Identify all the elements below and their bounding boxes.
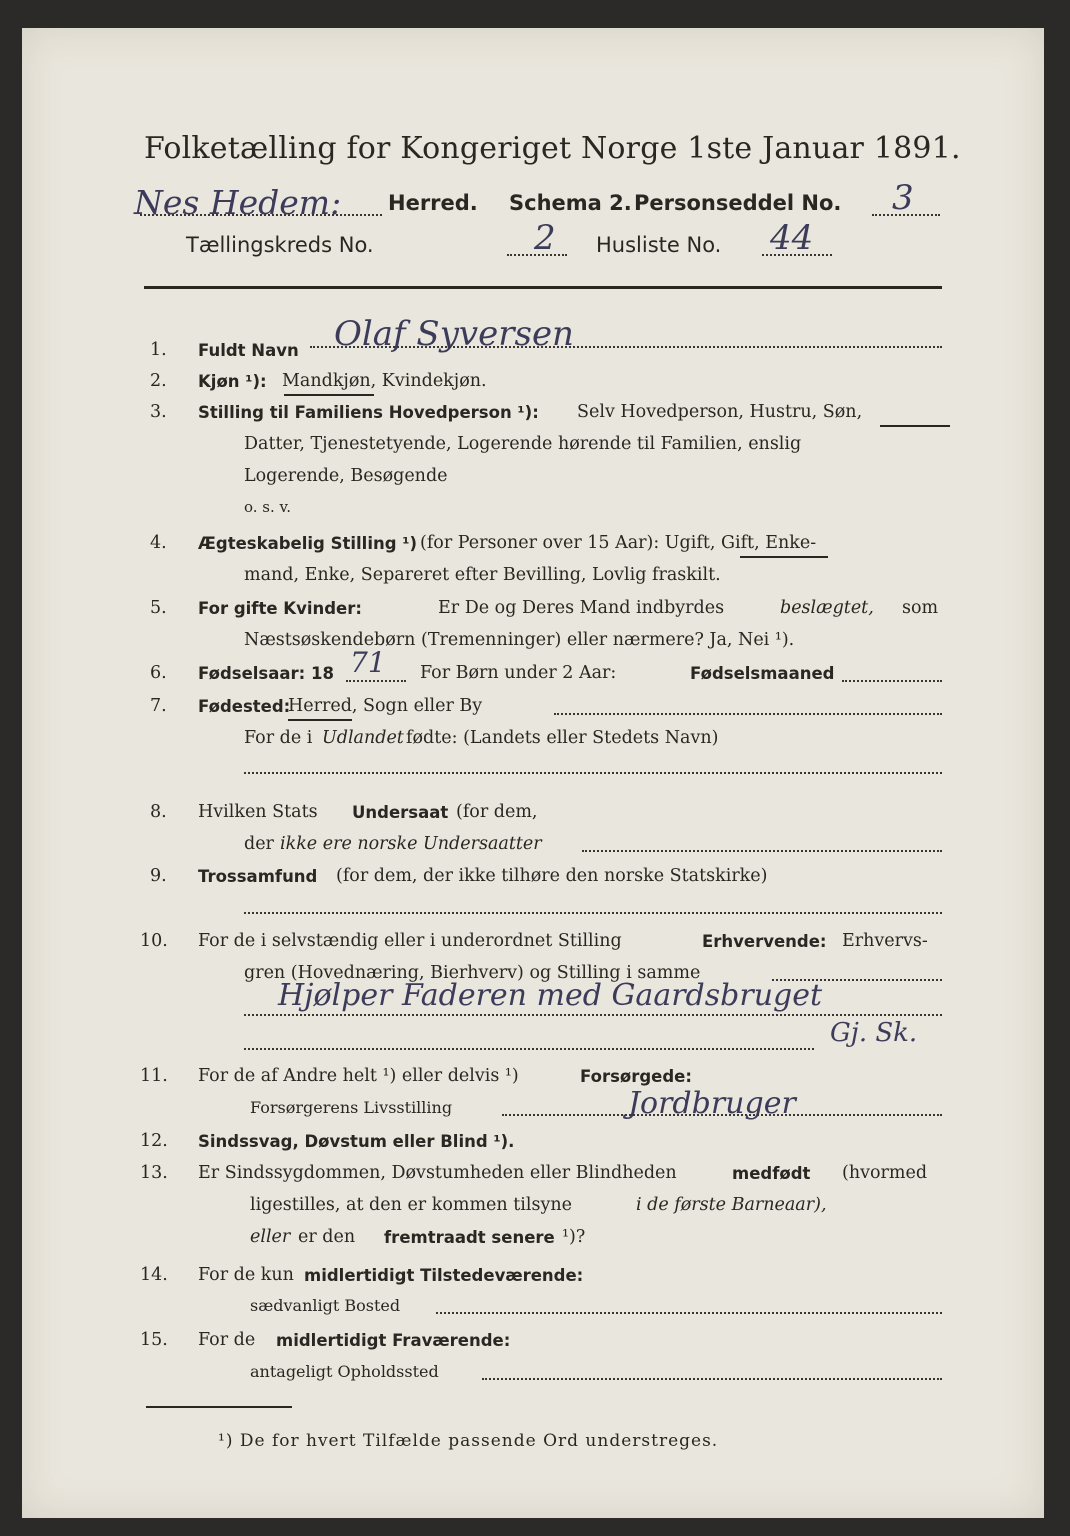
kreds-value: 2 (534, 218, 556, 258)
q9-number: 9. (150, 866, 167, 886)
q4-text-1: (for Personer over 15 Aar): Ugift, Gift, Enke- (420, 533, 817, 553)
q10-answer-2: Gj. Sk. (830, 1018, 918, 1048)
q5-text-2: Næstsøskendebørn (Tremenninger) eller nærmere? Ja, Nei ¹). (244, 630, 795, 650)
q14-text-2: sædvanligt Bosted (250, 1296, 401, 1315)
schema-label: Schema 2. (509, 191, 632, 215)
q7-text-2c: fødte: (Landets eller Stedets Navn) (406, 728, 719, 748)
q5-text-1c: som (902, 598, 939, 618)
form-title: Folketælling for Kongeriget Norge 1ste Januar 1891. (144, 131, 961, 166)
q12-number: 12. (140, 1131, 168, 1151)
husliste-value: 44 (770, 218, 814, 258)
q11-text-1a: For de af Andre helt ¹) eller delvis ¹) (198, 1066, 519, 1086)
q6-answer: 71 (350, 646, 386, 679)
q15-label: midlertidigt Fraværende: (276, 1331, 511, 1350)
q13-text-3b: er den (298, 1227, 356, 1247)
q13-label-2: fremtraadt senere (384, 1228, 555, 1247)
personseddel-label: Personseddel No. (634, 191, 842, 215)
q11-answer: Jordbruger (628, 1086, 796, 1121)
q9-label: Trossamfund (198, 867, 318, 886)
q7-text-2b: Udlandet (322, 728, 404, 748)
footnote: ¹) De for hvert Tilfælde passende Ord understreges. (218, 1431, 719, 1451)
q5-label: For gifte Kvinder: (198, 599, 362, 618)
q2-underline (284, 394, 374, 396)
q14-number: 14. (140, 1265, 168, 1285)
q8-text-1a: Hvilken Stats (198, 802, 318, 822)
q5-text-1b: beslægtet, (780, 598, 874, 618)
q2-text: Mandkjøn, Kvindekjøn. (282, 371, 487, 391)
kreds-label: Tællingskreds No. (186, 233, 374, 257)
q8-number: 8. (150, 802, 167, 822)
footnote-rule (146, 1406, 292, 1408)
q7-label: Fødested: (198, 697, 291, 716)
q7-text-2a: For de i (244, 728, 313, 748)
q10-label: Erhvervende: (702, 932, 827, 951)
q4-underline (740, 556, 828, 558)
q15-number: 15. (140, 1330, 168, 1350)
q13-text-1b: (hvormed (842, 1163, 928, 1183)
q13-text-2a: ligestilles, at den er kommen tilsyne (250, 1195, 572, 1215)
q3-number: 3. (150, 402, 167, 422)
q11-text-2: Forsørgerens Livsstilling (250, 1098, 453, 1117)
q10-answer-1: Hjølper Faderen med Gaardsbruget (278, 978, 823, 1013)
personseddel-value: 3 (892, 178, 914, 218)
q14-label: midlertidigt Tilstedeværende: (304, 1266, 584, 1285)
q13-text-3a: eller (250, 1227, 291, 1247)
q11-label: Forsørgede: (580, 1067, 692, 1086)
q6-label: Fødselsaar: 18 (198, 664, 334, 683)
q3-underline (880, 425, 950, 427)
q10-text-1a: For de i selvstændig eller i underordnet Stilling (198, 931, 622, 951)
q7-answer-line (244, 772, 942, 774)
q1-number: 1. (150, 340, 167, 360)
q8-label: Undersaat (352, 803, 449, 822)
q1-answer: Olaf Syversen (334, 314, 574, 354)
q10-text-1b: Erhvervs- (842, 931, 928, 951)
census-form-sheet (22, 28, 1044, 1518)
q10-number: 10. (140, 931, 168, 951)
q13-number: 13. (140, 1163, 168, 1183)
q13-text-3c: ¹)? (562, 1227, 586, 1247)
q13-label: medfødt (732, 1164, 811, 1183)
q2-label: Kjøn ¹): (198, 372, 267, 391)
header-divider (144, 286, 942, 289)
q5-text-1a: Er De og Deres Mand indbyrdes (438, 598, 725, 618)
herred-value: Nes Hedem: (134, 183, 342, 222)
q6-label-2: Fødselsmaaned (690, 664, 835, 683)
q10-text-2: gren (Hovednæring, Bierhverv) og Stilling i samme (244, 963, 701, 983)
q3-text-2: Datter, Tjenestetyende, Logerende hørende til Familien, enslig (244, 434, 802, 454)
q8-text-1b: (for dem, (456, 802, 538, 822)
q15-text-1a: For de (198, 1330, 256, 1350)
q2-number: 2. (150, 371, 167, 391)
q4-number: 4. (150, 533, 167, 553)
q5-number: 5. (150, 598, 167, 618)
q13-text-2b: i de første Barneaar), (636, 1195, 827, 1215)
q3-text-3: Logerende, Besøgende (244, 466, 448, 486)
q8-text-2b: ikke ere norske Undersaatter (280, 834, 542, 854)
q3-text-1: Selv Hovedperson, Hustru, Søn, (577, 402, 863, 422)
herred-label: Herred. (388, 191, 478, 215)
q9-answer-line (244, 912, 942, 914)
q11-number: 11. (140, 1066, 168, 1086)
q1-label: Fuldt Navn (198, 341, 299, 360)
q6-text: For Børn under 2 Aar: (420, 663, 617, 683)
husliste-label: Husliste No. (596, 233, 722, 257)
q3-label: Stilling til Familiens Hovedperson ¹): (198, 403, 539, 422)
q9-text: (for dem, der ikke tilhøre den norske Statskirke) (336, 866, 768, 886)
q15-text-2: antageligt Opholdssted (250, 1362, 439, 1381)
q3-text-4: o. s. v. (244, 498, 291, 516)
q6-number: 6. (150, 663, 167, 683)
q4-label: Ægteskabelig Stilling ¹) (198, 534, 418, 553)
q4-text-2: mand, Enke, Separeret efter Bevilling, Lovlig fraskilt. (244, 565, 721, 585)
q14-text-1a: For de kun (198, 1265, 294, 1285)
q8-text-2a: der (244, 834, 274, 854)
q7-underline (288, 719, 352, 721)
q12-label: Sindssvag, Døvstum eller Blind ¹). (198, 1132, 515, 1151)
q7-text-1: Herred, Sogn eller By (288, 696, 483, 716)
q13-text-1a: Er Sindssygdommen, Døvstumheden eller Blindheden (198, 1163, 677, 1183)
q7-number: 7. (150, 696, 167, 716)
